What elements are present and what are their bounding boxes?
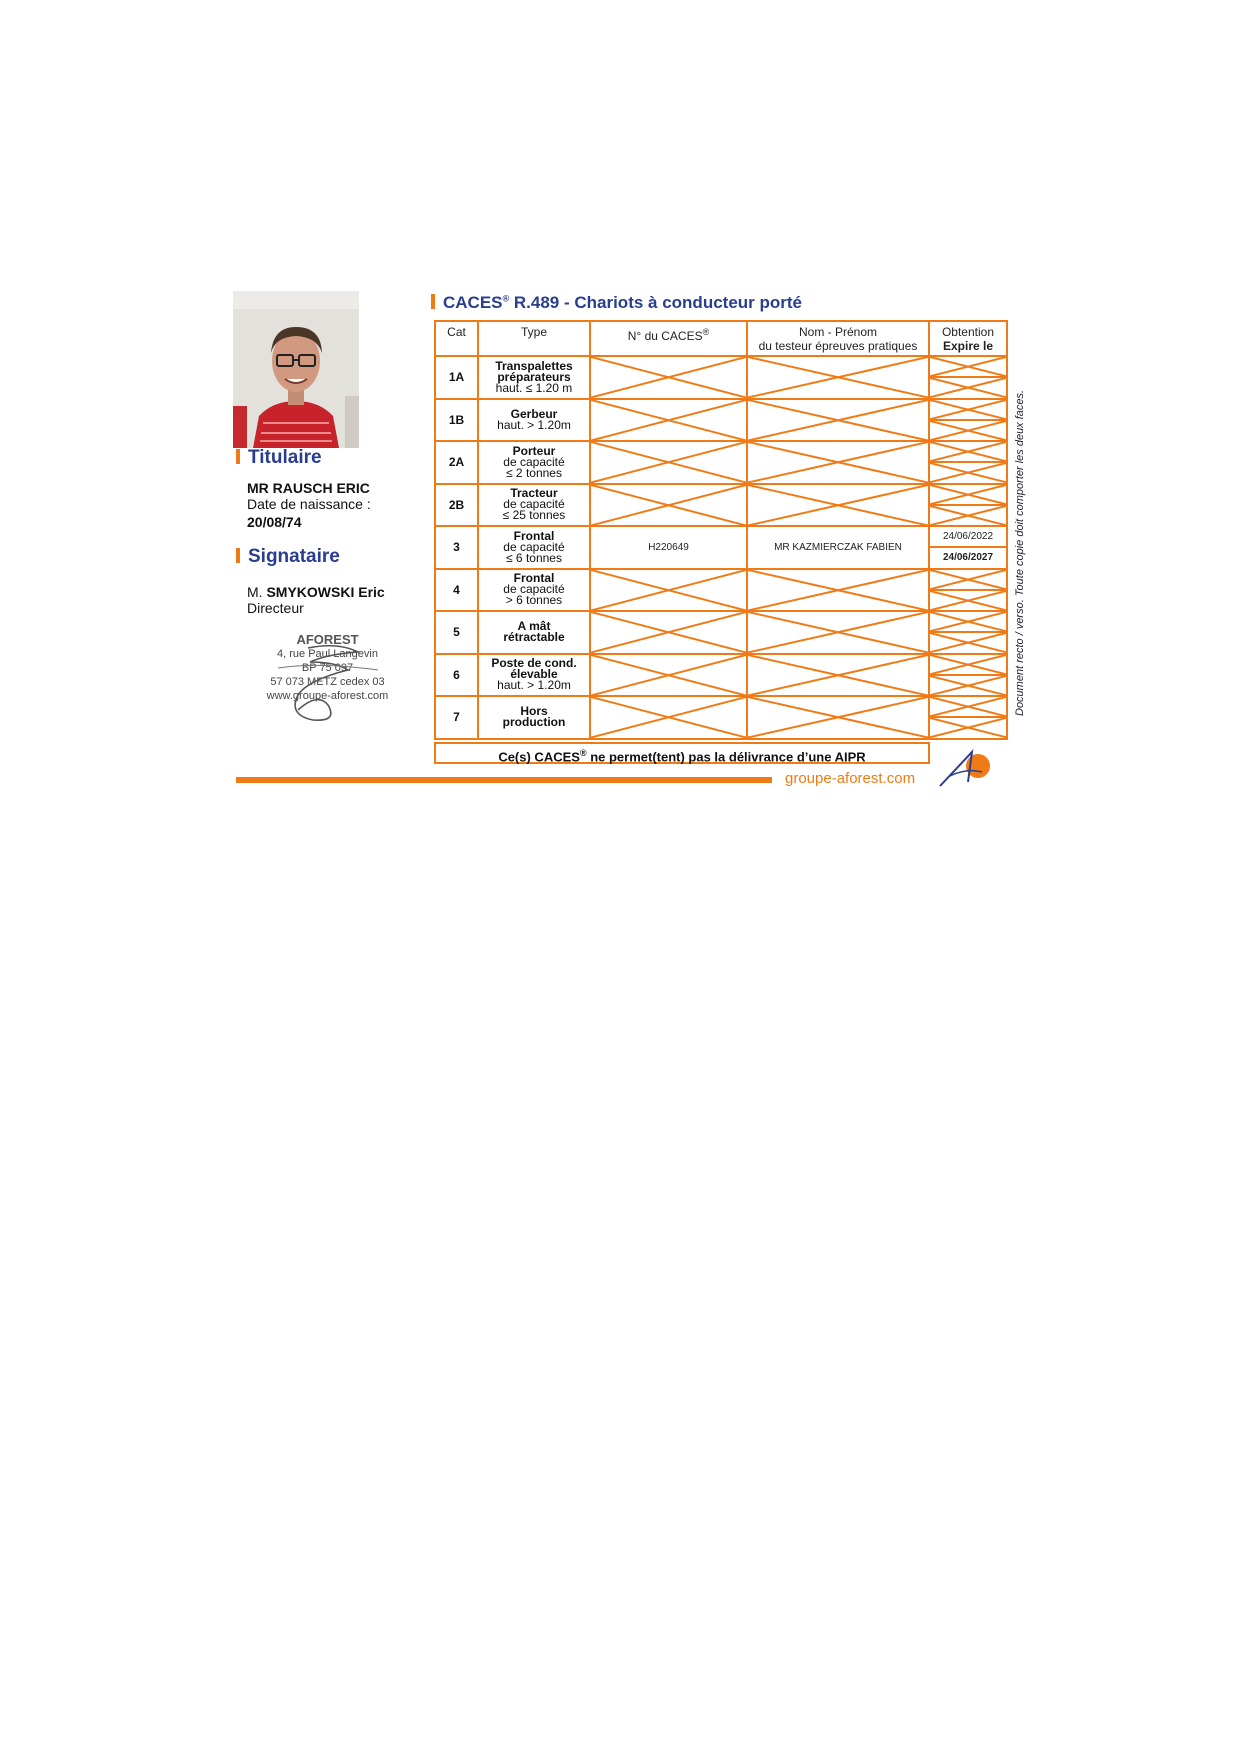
caces-table <box>434 320 1006 738</box>
title-suffix: R.489 - Chariots à conducteur porté <box>509 293 802 312</box>
row-type <box>477 440 591 485</box>
crossed-out-mark <box>591 400 746 441</box>
birth-date-label: Date de naissance : <box>247 496 371 512</box>
row-type-detail: ≤ 2 tonnes <box>506 465 562 480</box>
header-type-label: Type <box>520 325 547 339</box>
row-expires <box>928 376 1008 399</box>
row-cat-value: 7 <box>453 710 460 725</box>
aforest-logo-icon <box>936 748 996 790</box>
row-tester <box>746 525 930 570</box>
row-type-name: Frontal <box>513 528 555 543</box>
crossed-out-mark <box>748 400 928 441</box>
title-registered-mark: ® <box>502 293 510 304</box>
row-type-detail: ≤ 6 tonnes <box>506 550 562 565</box>
row-tester <box>746 398 930 443</box>
row-cat <box>434 525 479 570</box>
crossed-out-mark <box>748 357 928 398</box>
crossed-out-mark <box>591 612 746 653</box>
row-tester <box>746 653 930 698</box>
company-address-3: 57 073 METZ cedex 03 <box>270 676 385 688</box>
row-type-name: production <box>502 715 566 730</box>
crossed-out-mark <box>930 591 1006 610</box>
row-type-name: Hors <box>520 704 548 719</box>
row-type-name: Tracteur <box>510 486 558 501</box>
crossed-out-mark <box>930 697 1006 716</box>
signatory-role: Directeur <box>247 600 304 616</box>
row-cat <box>434 695 479 740</box>
header-caces-number-text: N° du CACES <box>627 329 703 343</box>
crossed-out-mark <box>930 463 1006 482</box>
crossed-out-mark <box>930 357 1006 376</box>
header-cat-label: Cat <box>447 325 466 339</box>
crossed-out-mark <box>930 378 1006 397</box>
header-obtained: Obtention <box>941 324 995 339</box>
header-tester-line2: du testeur épreuves pratiques <box>758 338 918 353</box>
row-tester <box>746 568 930 613</box>
company-website: www.groupe-aforest.com <box>266 690 389 702</box>
footer-rule <box>236 777 772 783</box>
row-expires <box>928 419 1008 442</box>
row-type <box>477 525 591 570</box>
header-registered-mark: ® <box>702 327 710 337</box>
row-expires <box>928 589 1008 612</box>
row-cat-value: 1A <box>448 370 465 385</box>
row-caces-number <box>589 398 748 443</box>
crossed-out-mark <box>748 655 928 696</box>
row-cat <box>434 568 479 613</box>
row-type <box>477 610 591 655</box>
crossed-out-mark <box>930 655 1006 674</box>
row-caces-number <box>589 568 748 613</box>
row-cat <box>434 483 479 528</box>
row-cat <box>434 610 479 655</box>
row-cat-value: 2B <box>448 497 465 512</box>
crossed-out-mark <box>591 357 746 398</box>
header-cat <box>434 320 479 357</box>
header-dates <box>928 320 1008 357</box>
signatory-section-title <box>236 546 340 568</box>
row-tester <box>746 355 930 400</box>
row-expires <box>928 461 1008 484</box>
holder-section-label: Titulaire <box>248 447 322 468</box>
crossed-out-mark <box>748 442 928 483</box>
row-obtained-value: 24/06/2022 <box>942 531 994 543</box>
row-type-name: Transpalettes <box>495 358 573 373</box>
crossed-out-mark <box>930 718 1006 737</box>
crossed-out-mark <box>930 612 1006 631</box>
row-tester <box>746 610 930 655</box>
row-type <box>477 695 591 740</box>
row-type-detail: haut. > 1.20m <box>497 678 571 693</box>
row-type <box>477 483 591 528</box>
crossed-out-mark <box>930 400 1006 419</box>
row-obtained <box>928 610 1008 633</box>
row-type-detail: de capacité <box>503 497 565 512</box>
footer-website: groupe-aforest.com <box>785 770 916 787</box>
crossed-out-mark <box>930 506 1006 525</box>
birth-date-value: 20/08/74 <box>247 514 302 530</box>
row-obtained <box>928 525 1008 548</box>
company-name: AFOREST <box>296 632 359 647</box>
row-type-detail: haut. > 1.20m <box>497 417 571 432</box>
crossed-out-mark <box>930 421 1006 440</box>
row-caces-number <box>589 440 748 485</box>
header-type <box>477 320 591 357</box>
row-caces-number <box>589 525 748 570</box>
row-type-detail: haut. ≤ 1.20 m <box>495 380 573 395</box>
section-marker <box>431 294 435 309</box>
crossed-out-mark <box>591 442 746 483</box>
row-cat-value: 1B <box>448 412 465 427</box>
row-tester <box>746 483 930 528</box>
handwritten-signature <box>268 640 388 730</box>
row-type-name: Porteur <box>512 443 556 458</box>
row-type-detail: de capacité <box>503 454 565 469</box>
crossed-out-mark <box>591 697 746 738</box>
signatory-section-label: Signataire <box>248 546 340 567</box>
row-cat-value: 2A <box>448 455 465 470</box>
holder-section-title <box>236 447 322 469</box>
holder-photo <box>233 291 359 448</box>
row-type <box>477 653 591 698</box>
crossed-out-mark <box>591 655 746 696</box>
row-cat-value: 3 <box>453 540 460 555</box>
crossed-out-mark <box>748 697 928 738</box>
crossed-out-mark <box>748 485 928 526</box>
row-type-detail: de capacité <box>503 582 565 597</box>
row-type-detail: ≤ 25 tonnes <box>502 508 566 523</box>
section-marker <box>236 548 240 563</box>
row-caces-number <box>589 695 748 740</box>
row-cat <box>434 398 479 443</box>
row-obtained <box>928 355 1008 378</box>
row-cat-value: 5 <box>453 625 460 640</box>
row-type-detail: de capacité <box>503 539 565 554</box>
document-title <box>431 293 802 313</box>
row-caces-number <box>589 483 748 528</box>
section-marker <box>236 449 240 464</box>
row-type-name: élevable <box>510 667 558 682</box>
row-expires <box>928 716 1008 739</box>
row-type-name: préparateurs <box>497 369 571 384</box>
row-type <box>477 568 591 613</box>
crossed-out-mark <box>591 485 746 526</box>
crossed-out-mark <box>748 612 928 653</box>
row-cat-value: 6 <box>453 667 460 682</box>
row-type-name: Frontal <box>513 571 555 586</box>
row-caces-number <box>589 610 748 655</box>
row-obtained <box>928 440 1008 463</box>
crossed-out-mark <box>930 485 1006 504</box>
row-caces-number <box>589 653 748 698</box>
crossed-out-mark <box>930 633 1006 652</box>
aipr-notice <box>434 742 930 764</box>
header-caces-number-label <box>628 325 709 343</box>
row-obtained <box>928 695 1008 718</box>
row-cat <box>434 653 479 698</box>
row-caces-number <box>589 355 748 400</box>
title-prefix: CACES <box>443 293 503 312</box>
notice-registered-mark: ® <box>579 748 587 758</box>
crossed-out-mark <box>591 570 746 611</box>
header-tester <box>746 320 930 357</box>
row-tester <box>746 440 930 485</box>
signatory-prefix: M. <box>247 584 267 600</box>
header-caces-number <box>589 320 748 357</box>
row-type <box>477 355 591 400</box>
header-tester-line1: Nom - Prénom <box>798 324 878 339</box>
row-expires <box>928 546 1008 569</box>
row-obtained <box>928 568 1008 591</box>
row-tester-value: MR KAZMIERCZAK FABIEN <box>774 541 902 553</box>
row-caces-number-value: H220649 <box>648 541 689 553</box>
notice-suffix: ne permet(tent) pas la délivrance d’une AIPR <box>586 749 866 765</box>
row-type-name: Gerbeur <box>510 406 558 421</box>
row-type-name: Poste de cond. <box>491 656 577 671</box>
row-cat-value: 4 <box>453 582 460 597</box>
row-type-name: rétractable <box>503 630 565 645</box>
signatory-fullname: SMYKOWSKI Eric <box>266 584 385 600</box>
signatory-name <box>247 584 385 600</box>
row-tester <box>746 695 930 740</box>
row-obtained <box>928 483 1008 506</box>
row-expires <box>928 504 1008 527</box>
row-type <box>477 398 591 443</box>
company-address-2: BP 75 097 <box>301 662 354 674</box>
row-cat <box>434 355 479 400</box>
row-expires-value: 24/06/2027 <box>942 552 994 564</box>
row-expires <box>928 631 1008 654</box>
crossed-out-mark <box>930 442 1006 461</box>
recto-verso-note: Document recto / verso. Toute copie doit comporter les deux faces. <box>1014 389 1026 716</box>
notice-prefix: Ce(s) CACES <box>498 749 580 765</box>
header-expires: Expire le <box>942 338 994 353</box>
row-expires <box>928 674 1008 697</box>
holder-name: MR RAUSCH ERIC <box>247 480 370 496</box>
row-obtained <box>928 653 1008 676</box>
row-obtained <box>928 398 1008 421</box>
company-address-1: 4, rue Paul Langevin <box>277 648 378 660</box>
row-cat <box>434 440 479 485</box>
row-type-detail: > 6 tonnes <box>505 593 563 608</box>
crossed-out-mark <box>930 676 1006 695</box>
crossed-out-mark <box>930 570 1006 589</box>
crossed-out-mark <box>748 570 928 611</box>
row-type-name: A mât <box>517 619 551 634</box>
